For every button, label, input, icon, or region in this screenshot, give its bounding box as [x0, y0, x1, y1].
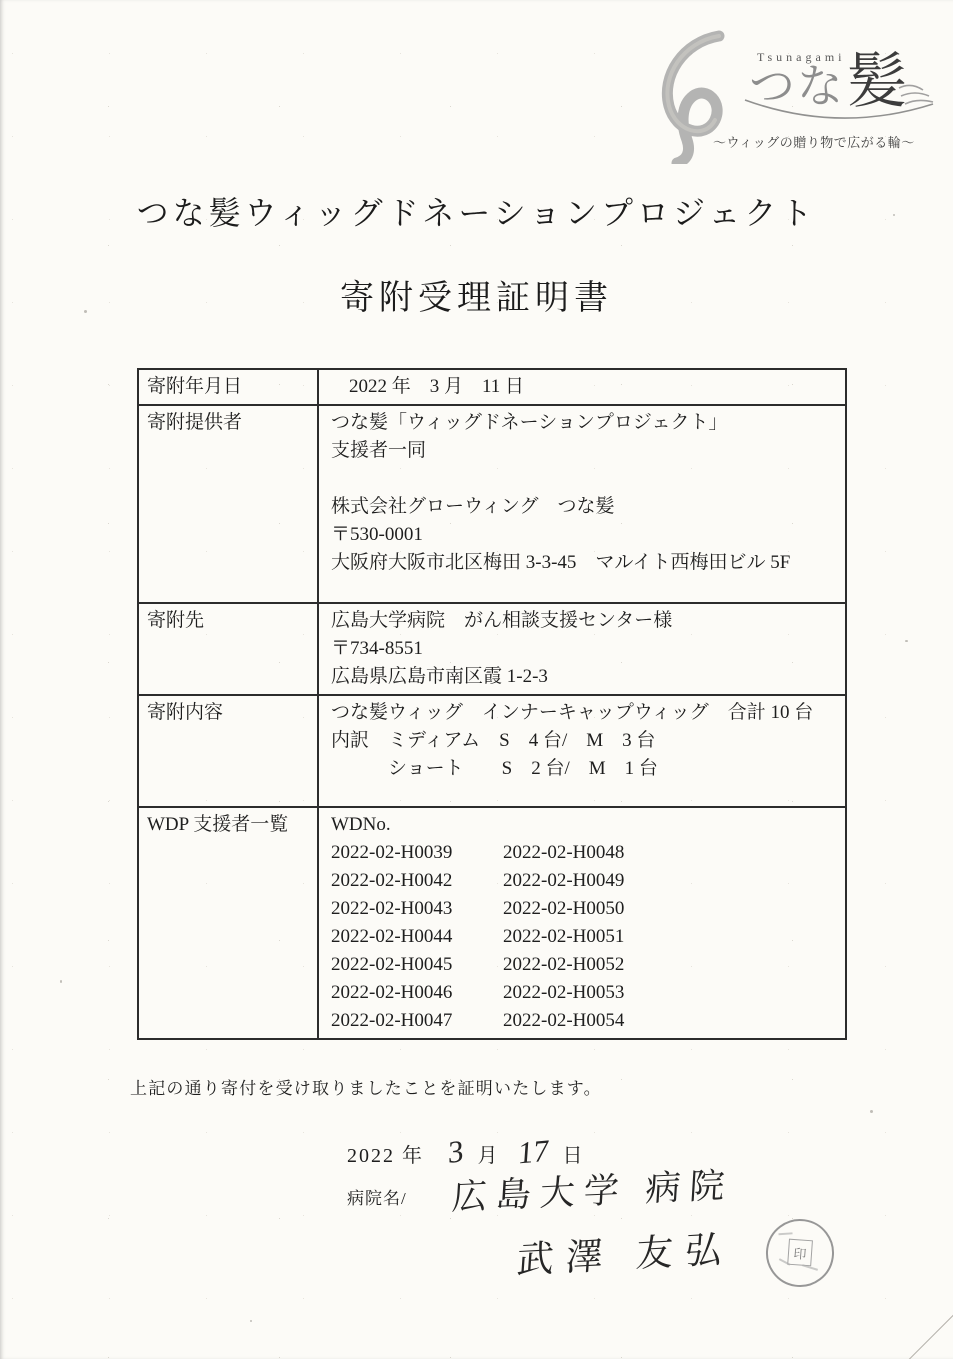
row-value — [319, 808, 845, 1038]
value-line: 2022 年 3 月 11 日 — [349, 376, 525, 397]
wdn-id-pair — [331, 839, 837, 867]
row-value — [319, 696, 845, 806]
brand-jp-dark: 髪 — [847, 49, 907, 115]
scan-speck — [905, 640, 908, 642]
day-label: 日 — [562, 1145, 585, 1167]
hospital-name-label: 病院名/ — [347, 1189, 407, 1208]
scan-corner-line — [897, 1310, 953, 1359]
handwritten-signature: 武澤 友弘 — [515, 1229, 736, 1282]
scan-speck — [84, 310, 87, 313]
value-line: 支援者一同 — [331, 440, 427, 461]
value-line: 広島大学病院 がん相談支援センター様 — [331, 610, 673, 631]
row-label: WDP 支援者一覧 — [139, 808, 319, 1038]
value-line: 内訳 ミディアム S 4 台/ M 3 台 — [331, 730, 656, 751]
issue-date-line — [347, 1134, 585, 1170]
value-line: 株式会社グローウィング つな髪 — [331, 496, 615, 517]
table-row-donation-date — [139, 370, 845, 404]
scan-speck — [60, 980, 62, 983]
scan-speck — [870, 1110, 873, 1113]
wdn-id: 2022-02-H0049 — [503, 870, 625, 891]
wdn-id: 2022-02-H0052 — [503, 954, 625, 975]
wdn-id: 2022-02-H0048 — [503, 842, 625, 863]
certificate-table — [137, 368, 847, 1040]
document-subtitle: 寄附受理証明書 — [340, 280, 613, 317]
table-row-recipient — [139, 602, 845, 694]
wdn-id: 2022-02-H0047 — [331, 1010, 453, 1031]
value-line: ショート S 2 台/ M 1 台 — [331, 758, 658, 779]
handwritten-hospital-name: 広島大学 病院 — [450, 1165, 735, 1218]
row-value — [319, 370, 845, 404]
seal-faint-mark — [778, 1232, 792, 1235]
wdn-id-pair — [331, 867, 837, 895]
row-label: 寄附提供者 — [139, 406, 319, 602]
tsunagami-logo — [645, 22, 945, 164]
wdn-id: 2022-02-H0051 — [503, 926, 625, 947]
wdn-id: 2022-02-H0045 — [331, 954, 453, 975]
row-value — [319, 406, 845, 602]
wdn-id: 2022-02-H0043 — [331, 898, 453, 919]
document-title: つな髪ウィッグドネーションプロジェクト — [136, 195, 817, 231]
value-line: 広島県広島市南区霞 1-2-3 — [331, 666, 548, 687]
row-label: 寄附先 — [139, 604, 319, 694]
value-line: 〒530-0001 — [331, 524, 423, 545]
table-row-wdp-supporters — [139, 806, 845, 1038]
handwritten-month: 3 — [447, 1133, 464, 1170]
scan-speck — [893, 214, 895, 216]
value-line — [331, 465, 837, 493]
value-line: つな髪「ウィッグドネーションプロジェクト」 — [331, 412, 728, 433]
table-row-donation-content — [139, 694, 845, 806]
wdn-id: 2022-02-H0044 — [331, 926, 453, 947]
wdn-header: WDNo. — [331, 814, 391, 835]
wdn-id: 2022-02-H0042 — [331, 870, 453, 891]
value-line: つな髪ウィッグ インナーキャップウィッグ 合計 10 台 — [331, 702, 814, 723]
wdn-id-pair — [331, 895, 837, 923]
seal-center-glyph: 印 — [787, 1239, 813, 1267]
wdn-id-pair — [331, 1007, 837, 1035]
wdn-id: 2022-02-H0054 — [503, 1010, 625, 1031]
wdn-id: 2022-02-H0053 — [503, 982, 625, 1003]
row-value — [319, 604, 845, 694]
brand-jp-light: つな — [749, 61, 845, 112]
wdn-id-pair — [331, 951, 837, 979]
wdn-id-pair — [331, 979, 837, 1007]
issue-year: 2022 年 — [347, 1145, 424, 1167]
round-seal-stamp — [762, 1215, 839, 1292]
scan-speck — [250, 1320, 252, 1322]
wdn-id: 2022-02-H0050 — [503, 898, 625, 919]
value-line: 大阪府大阪市北区梅田 3-3-45 マルイト西梅田ビル 5F — [331, 552, 791, 573]
table-row-donor — [139, 404, 845, 602]
wdn-id: 2022-02-H0039 — [331, 842, 453, 863]
wdn-id: 2022-02-H0046 — [331, 982, 453, 1003]
handwritten-day: 17 — [516, 1132, 550, 1171]
hair-strands-icon — [897, 80, 937, 110]
logo-tagline: 〜ウィッグの贈り物で広がる輪〜 — [713, 135, 915, 150]
brand-name-en: Tsunagami — [757, 50, 846, 64]
certification-statement: 上記の通り寄付を受け取りましたことを証明いたします。 — [130, 1079, 602, 1098]
wdn-id-pair — [331, 923, 837, 951]
row-label: 寄附年月日 — [139, 370, 319, 404]
value-line: 〒734-8551 — [331, 638, 423, 659]
month-label: 月 — [477, 1145, 500, 1167]
row-label: 寄附内容 — [139, 696, 319, 806]
